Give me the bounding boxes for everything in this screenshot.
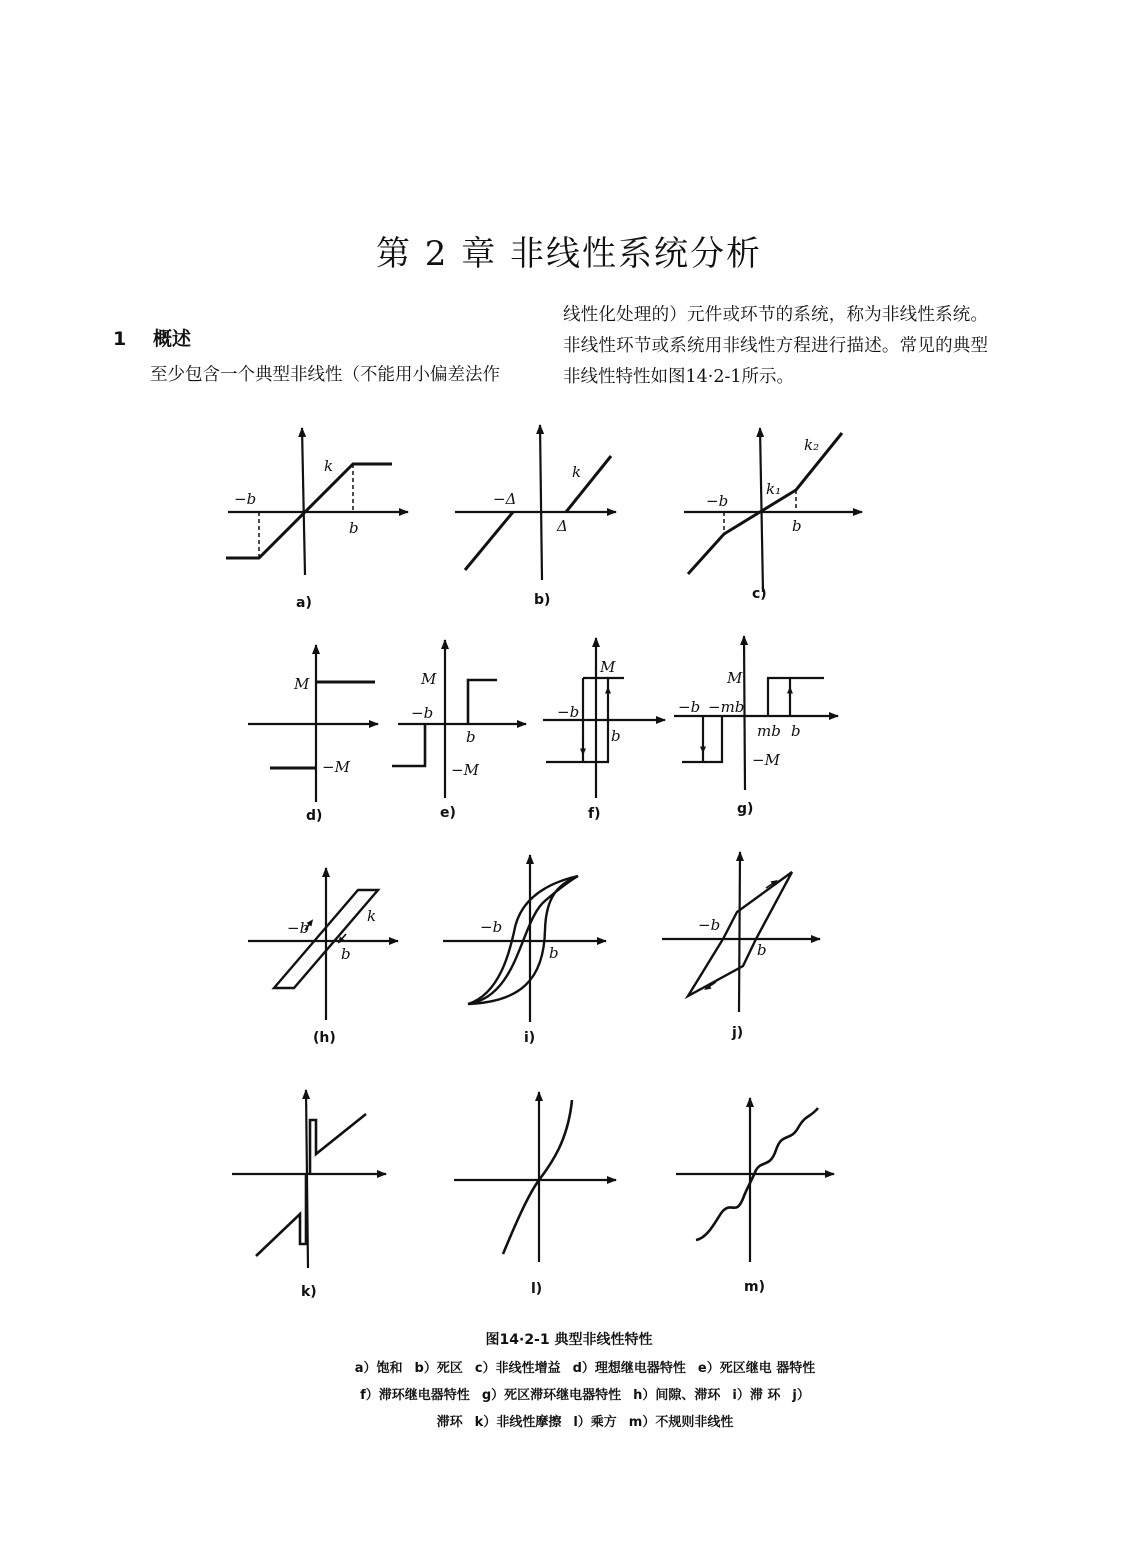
h-neg-b-label: −b — [287, 919, 310, 937]
legend-line-2 — [200, 1384, 970, 1403]
chapter-title: 第 2 章 非线性系统分析 — [375, 234, 763, 274]
panel-k-nonlinear-friction — [232, 1090, 386, 1268]
panel-h-label: (h) — [313, 1030, 336, 1046]
panel-i-label: i) — [524, 1030, 536, 1046]
panel-d-label: d) — [306, 808, 323, 824]
e-M-label: M — [421, 670, 437, 688]
c-b-label: b — [792, 517, 802, 535]
paragraph-left: 至少包含一个典型非线性（不能用小偏差法作 — [150, 365, 500, 385]
a-b-label: b — [349, 519, 359, 537]
c-k2-label: k₂ — [804, 436, 820, 454]
panel-k-label: k) — [301, 1284, 317, 1300]
legend-item: h）间隙、滞环 — [633, 1388, 721, 1403]
h-b-label: b — [341, 945, 351, 963]
panel-f-label: f) — [588, 806, 601, 822]
legend-item: f）滞环继电器特性 — [360, 1388, 470, 1403]
legend-item: g）死区滞环继电器特性 — [481, 1388, 622, 1403]
panel-m-irregular — [676, 1098, 834, 1262]
i-neg-b-label: −b — [480, 918, 503, 936]
legend-item: k）非线性摩擦 — [474, 1415, 562, 1430]
g-neg-M-label: −M — [752, 751, 780, 769]
h-k-label: k — [367, 907, 377, 925]
panel-b-label: b) — [534, 592, 551, 608]
panel-i-hysteresis — [443, 855, 606, 1022]
figure-caption: 图14·2-1 典型非线性特性 — [485, 1332, 653, 1348]
legend-item: c）非线性增益 — [474, 1361, 561, 1376]
b-neg-delta-label: −Δ — [493, 490, 517, 508]
legend-line-1 — [200, 1357, 970, 1376]
legend-item: a）饱和 — [354, 1361, 403, 1376]
legend-item: j） — [792, 1388, 810, 1403]
f-M-label: M — [600, 658, 616, 676]
c-k1-label: k₁ — [766, 480, 782, 498]
f-neg-b-label: −b — [557, 703, 580, 721]
panel-a-label: a) — [296, 595, 312, 611]
panel-c-label: c) — [752, 586, 767, 602]
e-neg-M-label: −M — [451, 761, 479, 779]
panel-b-dead-zone — [455, 425, 616, 580]
section-title: 概述 — [153, 328, 192, 350]
a-k-label: k — [324, 457, 334, 475]
legend-line-3 — [200, 1411, 970, 1430]
panel-m-label: m) — [744, 1279, 765, 1295]
j-neg-b-label: −b — [698, 916, 721, 934]
d-M-label: M — [294, 675, 310, 693]
legend-item: b）死区 — [414, 1361, 463, 1376]
legend-item: l）乘方 — [573, 1415, 617, 1430]
legend-item: 滞环 — [436, 1415, 463, 1430]
e-b-label: b — [466, 728, 476, 746]
a-neg-b-label: −b — [234, 490, 257, 508]
d-neg-M-label: −M — [322, 758, 350, 776]
panel-h-backlash — [248, 868, 398, 1020]
g-b-label: b — [791, 722, 801, 740]
legend-item: m）不规则非线性 — [628, 1415, 734, 1430]
panel-c-nonlinear-gain — [684, 428, 862, 592]
panel-e-label: e) — [440, 805, 456, 821]
j-b-label: b — [757, 941, 767, 959]
c-neg-b-label: −b — [706, 492, 729, 510]
panel-d-ideal-relay — [248, 645, 378, 802]
legend-item: d）理想继电器特性 — [572, 1361, 686, 1376]
legend-item: i）滞 环 — [732, 1388, 781, 1403]
i-b-label: b — [549, 944, 559, 962]
panel-j-label: j) — [732, 1025, 744, 1041]
g-mb-label: mb — [757, 722, 781, 740]
panel-j-hysteresis-linear — [662, 852, 820, 1012]
g-M-label: M — [727, 669, 743, 687]
b-k-label: k — [572, 463, 582, 481]
e-neg-b-label: −b — [411, 704, 434, 722]
panel-l-power — [454, 1092, 616, 1262]
paragraph-right: 线性化处理的）元件或环节的系统，称为非线性系统。非线性环节或系统用非线性方程进行描述。常见的典型非线性特性如图14·2-1所示。 — [563, 305, 988, 387]
g-neg-mb-label: −mb — [708, 698, 745, 716]
f-b-label: b — [611, 727, 621, 745]
panel-g-label: g) — [737, 801, 754, 817]
section-number: 1 — [113, 328, 127, 350]
g-neg-b-label: −b — [678, 698, 701, 716]
b-delta-label: Δ — [557, 517, 568, 535]
legend-item: e）死区继电 器特性 — [697, 1361, 816, 1376]
panel-l-label: l) — [531, 1281, 543, 1297]
